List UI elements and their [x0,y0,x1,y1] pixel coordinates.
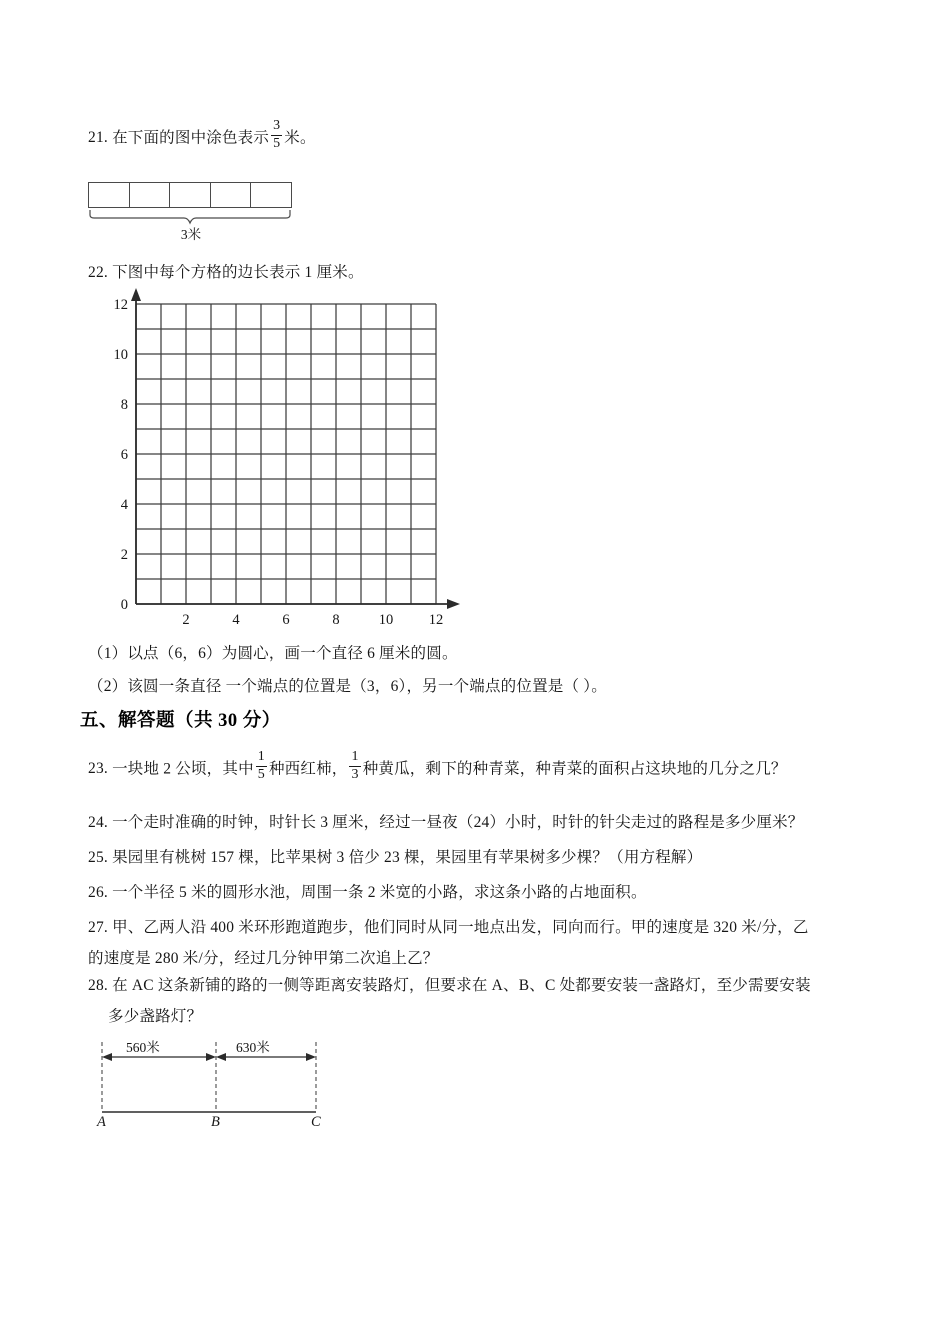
coordinate-grid-figure [100,288,460,628]
point-label-b: B [211,1114,220,1130]
fraction-denominator: 5 [273,136,281,152]
question-25-number: 25. [88,849,108,866]
strip-bar [88,182,292,208]
y-tick-2: 2 [120,547,128,563]
strip-cell[interactable] [170,183,211,207]
x-tick-4: 4 [232,612,240,628]
question-28-line2: 多少盏路灯？ [108,1008,203,1025]
y-tick-8: 8 [120,397,128,413]
question-24-body: 一个走时准确的时钟，时针长 3 厘米，经过一昼夜（24）小时，时针的针尖走过的路程是多少厘米？ [112,814,804,831]
origin-label: 0 [120,597,128,613]
question-24-text [88,808,803,838]
question-27-line2: 的速度是 280 米/分，经过几分钟甲第二次追上乙？ [88,950,439,967]
question-21-suffix: 米。 [284,129,316,147]
question-26-text [88,878,647,908]
x-tick-8: 8 [332,612,340,628]
fraction-1-3 [349,750,360,782]
y-tick-4: 4 [120,497,128,513]
question-25-text [88,843,702,873]
fraction-numerator: 1 [257,749,265,765]
strip-cell[interactable] [89,183,130,207]
x-tick-10: 10 [378,612,394,628]
question-22-sub2: （2）该圆一条直径 一个端点的位置是（3，6），另一个端点的位置是（ ）。 [88,678,607,695]
axis-lines [136,296,452,604]
strip-cell[interactable] [211,183,252,207]
question-23-text [88,749,787,785]
question-28-body-line1: 在 AC 这条新铺的路的一侧等距离安装路灯，但要求在 A、B、C 处都要安装一盏路灯，至少需要安装 [112,977,811,994]
y-tick-10: 10 [113,347,128,363]
grid-lines [136,304,436,604]
question-22-sub1: （1）以点（6，6）为圆心，画一个直径 6 厘米的圆。 [88,645,458,662]
question-21-prefix: 在下面的图中涂色表示 [112,129,270,147]
question-27-line1 [88,913,809,943]
fraction-1-5 [256,750,267,782]
question-23-part2: 种西红柿， [268,760,348,778]
x-tick-12: 12 [428,612,444,628]
y-axis-arrow-icon [131,288,141,301]
question-23-part1: 一块地 2 公顷，其中 [112,760,254,778]
segment-label-ab: 560米 [126,1040,160,1055]
strip-cell[interactable] [251,183,291,207]
fraction-denominator: 3 [351,767,359,783]
question-27-number: 27. [88,919,108,936]
question-22-body: 下图中每个方格的边长表示 1 厘米。 [112,264,364,281]
question-28-number: 28. [88,977,108,994]
question-21-number: 21. [88,129,108,147]
road-diagram [88,1034,358,1139]
fraction-3-5 [271,119,282,151]
point-label-c: C [311,1114,321,1130]
question-23-number: 23. [88,760,108,778]
question-23-part3: 种黄瓜，剩下的种青菜，种青菜的面积占这块地的几分之几？ [362,760,787,778]
question-25-body: 果园里有桃树 157 棵，比苹果树 3 倍少 23 棵，果园里有苹果树多少棵？（用方程解） [112,849,703,866]
y-tick-12: 12 [113,297,128,313]
question-24-number: 24. [88,814,108,831]
strip-cell[interactable] [130,183,171,207]
x-tick-6: 6 [282,612,290,628]
question-21-text [88,118,316,154]
section-heading-five: 五、解答题（共 30 分） [80,711,281,731]
y-tick-6: 6 [120,447,128,463]
question-27-body-line1: 甲、乙两人沿 400 米环形跑道跑步，他们同时从同一地点出发，同向而行。甲的速度是 320 米/分，乙 [112,919,809,936]
point-label-a: A [97,1114,106,1130]
x-axis-tick-labels [182,612,443,628]
question-26-body: 一个半径 5 米的圆形水池，周围一条 2 米宽的小路，求这条小路的占地面积。 [112,884,647,901]
x-axis-arrow-icon [447,599,460,609]
x-tick-2: 2 [182,612,190,628]
y-axis-tick-labels [114,297,129,613]
fraction-numerator: 1 [351,749,359,765]
arrow-right-icon [306,1053,316,1061]
question-22-text [88,258,364,288]
question-22-number: 22. [88,264,108,281]
fraction-denominator: 5 [257,767,265,783]
fraction-numerator: 3 [273,118,281,134]
arrow-left-icon [102,1053,112,1061]
question-26-number: 26. [88,884,108,901]
segment-label-bc: 630米 [236,1040,270,1055]
arrow-right-icon [206,1053,216,1061]
question-28-line1 [88,971,811,1001]
arrow-left-icon [216,1053,226,1061]
strip-diagram [88,182,294,244]
strip-brace-label: 3米 [180,227,202,242]
